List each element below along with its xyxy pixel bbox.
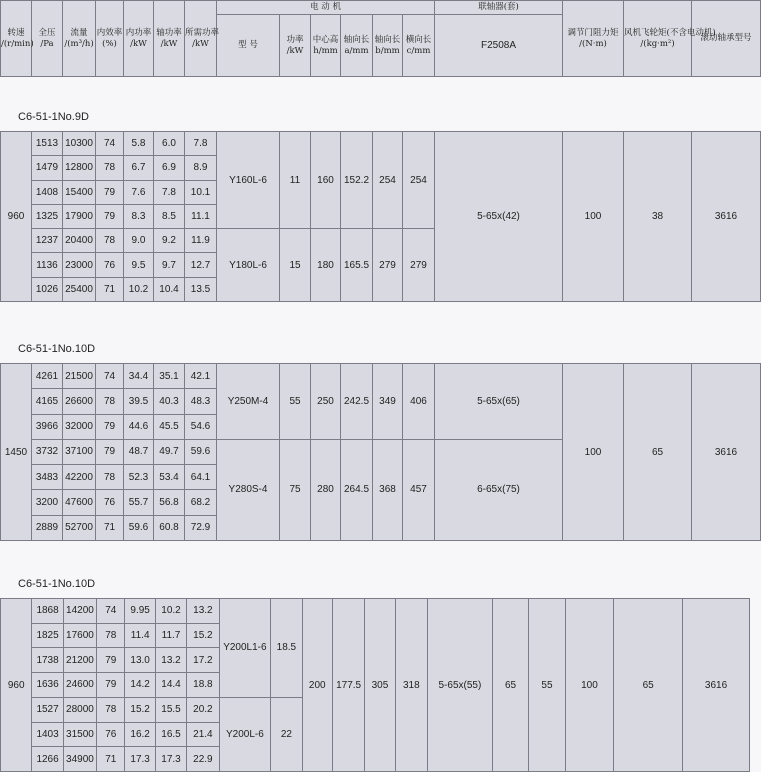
table-cell: 78: [96, 389, 124, 414]
hdr-shaftpower: 轴功率 /kW: [154, 1, 185, 77]
section-title: C6-51-1No.10D: [18, 578, 96, 590]
table-cell: 9.95: [125, 599, 155, 624]
table-cell: 24600: [63, 673, 96, 698]
table-cell: 17.3: [125, 747, 155, 772]
table-cell: 68.2: [185, 490, 217, 515]
table-cell: 1868: [32, 599, 63, 624]
table-cell: 8.5: [154, 204, 185, 228]
table-cell: 1403: [32, 722, 63, 747]
table-cell: 79: [96, 439, 124, 464]
section-table: [0, 598, 750, 772]
table-cell: 1136: [32, 253, 63, 277]
table-cell: 71: [96, 515, 124, 540]
table-cell: 22.9: [187, 747, 219, 772]
table-cell: 55.7: [124, 490, 154, 515]
table-cell: 1408: [32, 180, 63, 204]
table-cell: 76: [96, 253, 124, 277]
table-cell: 4165: [32, 389, 63, 414]
motor-shaft: 254: [373, 132, 403, 229]
table-cell: 53.4: [154, 465, 185, 490]
table-cell: 59.6: [124, 515, 154, 540]
hdr-model: 型 号: [217, 15, 280, 77]
table-cell: 20400: [63, 229, 96, 253]
motor-center: 250: [311, 364, 341, 440]
motor-lateral: 457: [403, 439, 435, 540]
hdr-motor: 电 动 机: [217, 1, 435, 15]
table-cell: 79: [96, 180, 124, 204]
extra-cell: 65: [492, 599, 528, 772]
coupling-cell: 5-65x(55): [428, 599, 493, 772]
table-cell: 44.6: [124, 414, 154, 439]
valve-cell: 100: [563, 132, 624, 302]
table-cell: 7.8: [185, 132, 217, 156]
motor-lateral: 406: [403, 364, 435, 440]
hdr-axial: 轴向长 a/mm: [341, 15, 373, 77]
motor-shaft: 349: [373, 364, 403, 440]
table-cell: 1738: [32, 648, 63, 673]
table-cell: 47600: [63, 490, 96, 515]
section-table: [0, 131, 761, 302]
table-cell: 1527: [32, 697, 63, 722]
table-cell: 78: [97, 623, 125, 648]
table-cell: 74: [96, 132, 124, 156]
motor-model: Y160L-6: [217, 132, 280, 229]
table-cell: 49.7: [154, 439, 185, 464]
table-cell: 6.0: [154, 132, 185, 156]
table-cell: 8.3: [124, 204, 154, 228]
table-cell: 12.7: [185, 253, 217, 277]
table-cell: 1479: [32, 156, 63, 180]
fly-cell: 65: [624, 364, 692, 541]
valve-cell: 100: [563, 364, 624, 541]
table-cell: 72.9: [185, 515, 217, 540]
motor-shaft: 305: [365, 599, 395, 772]
hdr-center: 中心高 h/mm: [311, 15, 341, 77]
table-cell: 3732: [32, 439, 63, 464]
table-cell: 9.0: [124, 229, 154, 253]
table-cell: 39.5: [124, 389, 154, 414]
table-cell: 1026: [32, 277, 63, 301]
table-cell: 79: [97, 648, 125, 673]
table-cell: 17.3: [155, 747, 186, 772]
bearing-cell: 3616: [692, 364, 761, 541]
table-cell: 14.4: [155, 673, 186, 698]
hdr-mpower: 功率 /kW: [280, 15, 311, 77]
table-cell: 60.8: [154, 515, 185, 540]
table-cell: 34900: [63, 747, 96, 772]
table-cell: 13.2: [155, 648, 186, 673]
table-cell: 28000: [63, 697, 96, 722]
section-title: C6-51-1No.10D: [18, 343, 96, 355]
table-cell: 59.6: [185, 439, 217, 464]
motor-model: Y250M-4: [217, 364, 280, 440]
table-cell: 14200: [63, 599, 96, 624]
table-cell: 2889: [32, 515, 63, 540]
table-cell: 10.2: [124, 277, 154, 301]
motor-power: 11: [280, 132, 311, 229]
table-cell: 1325: [32, 204, 63, 228]
table-cell: 42.1: [185, 364, 217, 389]
table-cell: 21.4: [187, 722, 219, 747]
table-cell: 21200: [63, 648, 96, 673]
table-cell: 1825: [32, 623, 63, 648]
coupling-cell: 5-65x(65): [435, 364, 563, 440]
motor-lateral: 279: [403, 229, 435, 302]
table-cell: 15.2: [187, 623, 219, 648]
table-cell: 79: [96, 204, 124, 228]
motor-center: 200: [302, 599, 332, 772]
table-cell: 10.1: [185, 180, 217, 204]
motor-power: 75: [280, 439, 311, 540]
coupling-cell: 5-65x(42): [435, 132, 563, 302]
table-cell: 32000: [63, 414, 96, 439]
table-cell: 10300: [63, 132, 96, 156]
table-cell: 3966: [32, 414, 63, 439]
section-title: C6-51-1No.9D: [18, 111, 89, 123]
table-cell: 74: [97, 599, 125, 624]
table-cell: 15400: [63, 180, 96, 204]
table-cell: 20.2: [187, 697, 219, 722]
table-cell: 25400: [63, 277, 96, 301]
table-cell: 10.2: [155, 599, 186, 624]
table-cell: 1266: [32, 747, 63, 772]
table-cell: 31500: [63, 722, 96, 747]
table-cell: 45.5: [154, 414, 185, 439]
table-cell: 8.9: [185, 156, 217, 180]
table-cell: 74: [96, 364, 124, 389]
valve-cell: 100: [565, 599, 614, 772]
motor-center: 280: [311, 439, 341, 540]
table-cell: 78: [96, 465, 124, 490]
table-cell: 6.7: [124, 156, 154, 180]
table-cell: 26600: [63, 389, 96, 414]
table-cell: 78: [97, 697, 125, 722]
hdr-fly: 风机飞轮矩(不含电动机) /(kg·m²): [624, 1, 692, 77]
hdr-eff: 内效率 (%): [96, 1, 124, 77]
table-cell: 10.4: [154, 277, 185, 301]
table-cell: 4261: [32, 364, 63, 389]
fly-cell: 38: [624, 132, 692, 302]
table-cell: 9.5: [124, 253, 154, 277]
motor-axial: 242.5: [341, 364, 373, 440]
table-cell: 42200: [63, 465, 96, 490]
table-cell: 71: [96, 277, 124, 301]
motor-lateral: 318: [395, 599, 427, 772]
table-cell: 79: [97, 673, 125, 698]
table-header: [0, 0, 761, 77]
table-cell: 13.0: [125, 648, 155, 673]
section-table: [0, 363, 761, 541]
table-cell: 35.1: [154, 364, 185, 389]
motor-model: Y180L-6: [217, 229, 280, 302]
hdr-coupling-model: F2508A: [435, 15, 563, 77]
motor-shaft: 368: [373, 439, 403, 540]
motor-model: Y280S-4: [217, 439, 280, 540]
table-cell: 78: [96, 156, 124, 180]
hdr-inpower: 内功率 /kW: [124, 1, 154, 77]
motor-center: 180: [311, 229, 341, 302]
table-cell: 3200: [32, 490, 63, 515]
motor-power: 55: [280, 364, 311, 440]
table-cell: 21500: [63, 364, 96, 389]
table-cell: 64.1: [185, 465, 217, 490]
speed-cell: 960: [1, 599, 32, 772]
motor-lateral: 254: [403, 132, 435, 229]
table-cell: 11.4: [125, 623, 155, 648]
table-cell: 76: [97, 722, 125, 747]
table-cell: 1513: [32, 132, 63, 156]
table-cell: 14.2: [125, 673, 155, 698]
coupling-cell: 6-65x(75): [435, 439, 563, 540]
motor-model: Y200L1-6: [219, 599, 271, 698]
table-cell: 18.8: [187, 673, 219, 698]
table-cell: 16.2: [125, 722, 155, 747]
motor-axial: 264.5: [341, 439, 373, 540]
table-cell: 76: [96, 490, 124, 515]
table-cell: 52700: [63, 515, 96, 540]
motor-axial: 165.5: [341, 229, 373, 302]
table-cell: 79: [96, 414, 124, 439]
table-cell: 11.1: [185, 204, 217, 228]
table-cell: 48.3: [185, 389, 217, 414]
hdr-reqpower: 所需功率 /kW: [185, 1, 217, 77]
table-cell: 13.2: [187, 599, 219, 624]
table-cell: 13.5: [185, 277, 217, 301]
table-cell: 23000: [63, 253, 96, 277]
table-cell: 71: [97, 747, 125, 772]
table-cell: 9.2: [154, 229, 185, 253]
table-cell: 17600: [63, 623, 96, 648]
table-cell: 48.7: [124, 439, 154, 464]
table-cell: 5.8: [124, 132, 154, 156]
table-cell: 6.9: [154, 156, 185, 180]
motor-model: Y200L-6: [219, 697, 271, 771]
table-cell: 52.3: [124, 465, 154, 490]
table-cell: 3483: [32, 465, 63, 490]
hdr-bearing: 滚动轴承型号: [692, 1, 761, 77]
motor-axial: 177.5: [332, 599, 364, 772]
hdr-flow: 流量 /(m³/h): [63, 1, 96, 77]
table-cell: 17900: [63, 204, 96, 228]
hdr-speed: 转速 /(r/min): [1, 1, 32, 77]
motor-center: 160: [311, 132, 341, 229]
speed-cell: 960: [1, 132, 32, 302]
table-cell: 40.3: [154, 389, 185, 414]
table-cell: 12800: [63, 156, 96, 180]
speed-cell: 1450: [1, 364, 32, 541]
motor-axial: 152.2: [341, 132, 373, 229]
table-cell: 1636: [32, 673, 63, 698]
motor-power: 22: [271, 697, 302, 771]
table-cell: 15.2: [125, 697, 155, 722]
table-cell: 54.6: [185, 414, 217, 439]
table-cell: 11.9: [185, 229, 217, 253]
motor-power: 18.5: [271, 599, 302, 698]
table-cell: 78: [96, 229, 124, 253]
bearing-cell: 3616: [683, 599, 750, 772]
table-cell: 11.7: [155, 623, 186, 648]
motor-power: 15: [280, 229, 311, 302]
hdr-coupling: 联轴器(套): [435, 1, 563, 15]
bearing-cell: 3616: [692, 132, 761, 302]
table-cell: 34.4: [124, 364, 154, 389]
table-cell: 15.5: [155, 697, 186, 722]
table-cell: 7.8: [154, 180, 185, 204]
hdr-pressure: 全压 /Pa: [32, 1, 63, 77]
table-cell: 9.7: [154, 253, 185, 277]
table-cell: 1237: [32, 229, 63, 253]
table-cell: 16.5: [155, 722, 186, 747]
table-cell: 17.2: [187, 648, 219, 673]
table-cell: 7.6: [124, 180, 154, 204]
hdr-valve: 调节门阻力矩 /(N·m): [563, 1, 624, 77]
hdr-shaftlen: 轴向长 b/mm: [373, 15, 403, 77]
hdr-lateral: 横向长 c/mm: [403, 15, 435, 77]
motor-shaft: 279: [373, 229, 403, 302]
extra-cell: 55: [529, 599, 565, 772]
fly-cell: 65: [614, 599, 683, 772]
table-cell: 56.8: [154, 490, 185, 515]
table-cell: 37100: [63, 439, 96, 464]
